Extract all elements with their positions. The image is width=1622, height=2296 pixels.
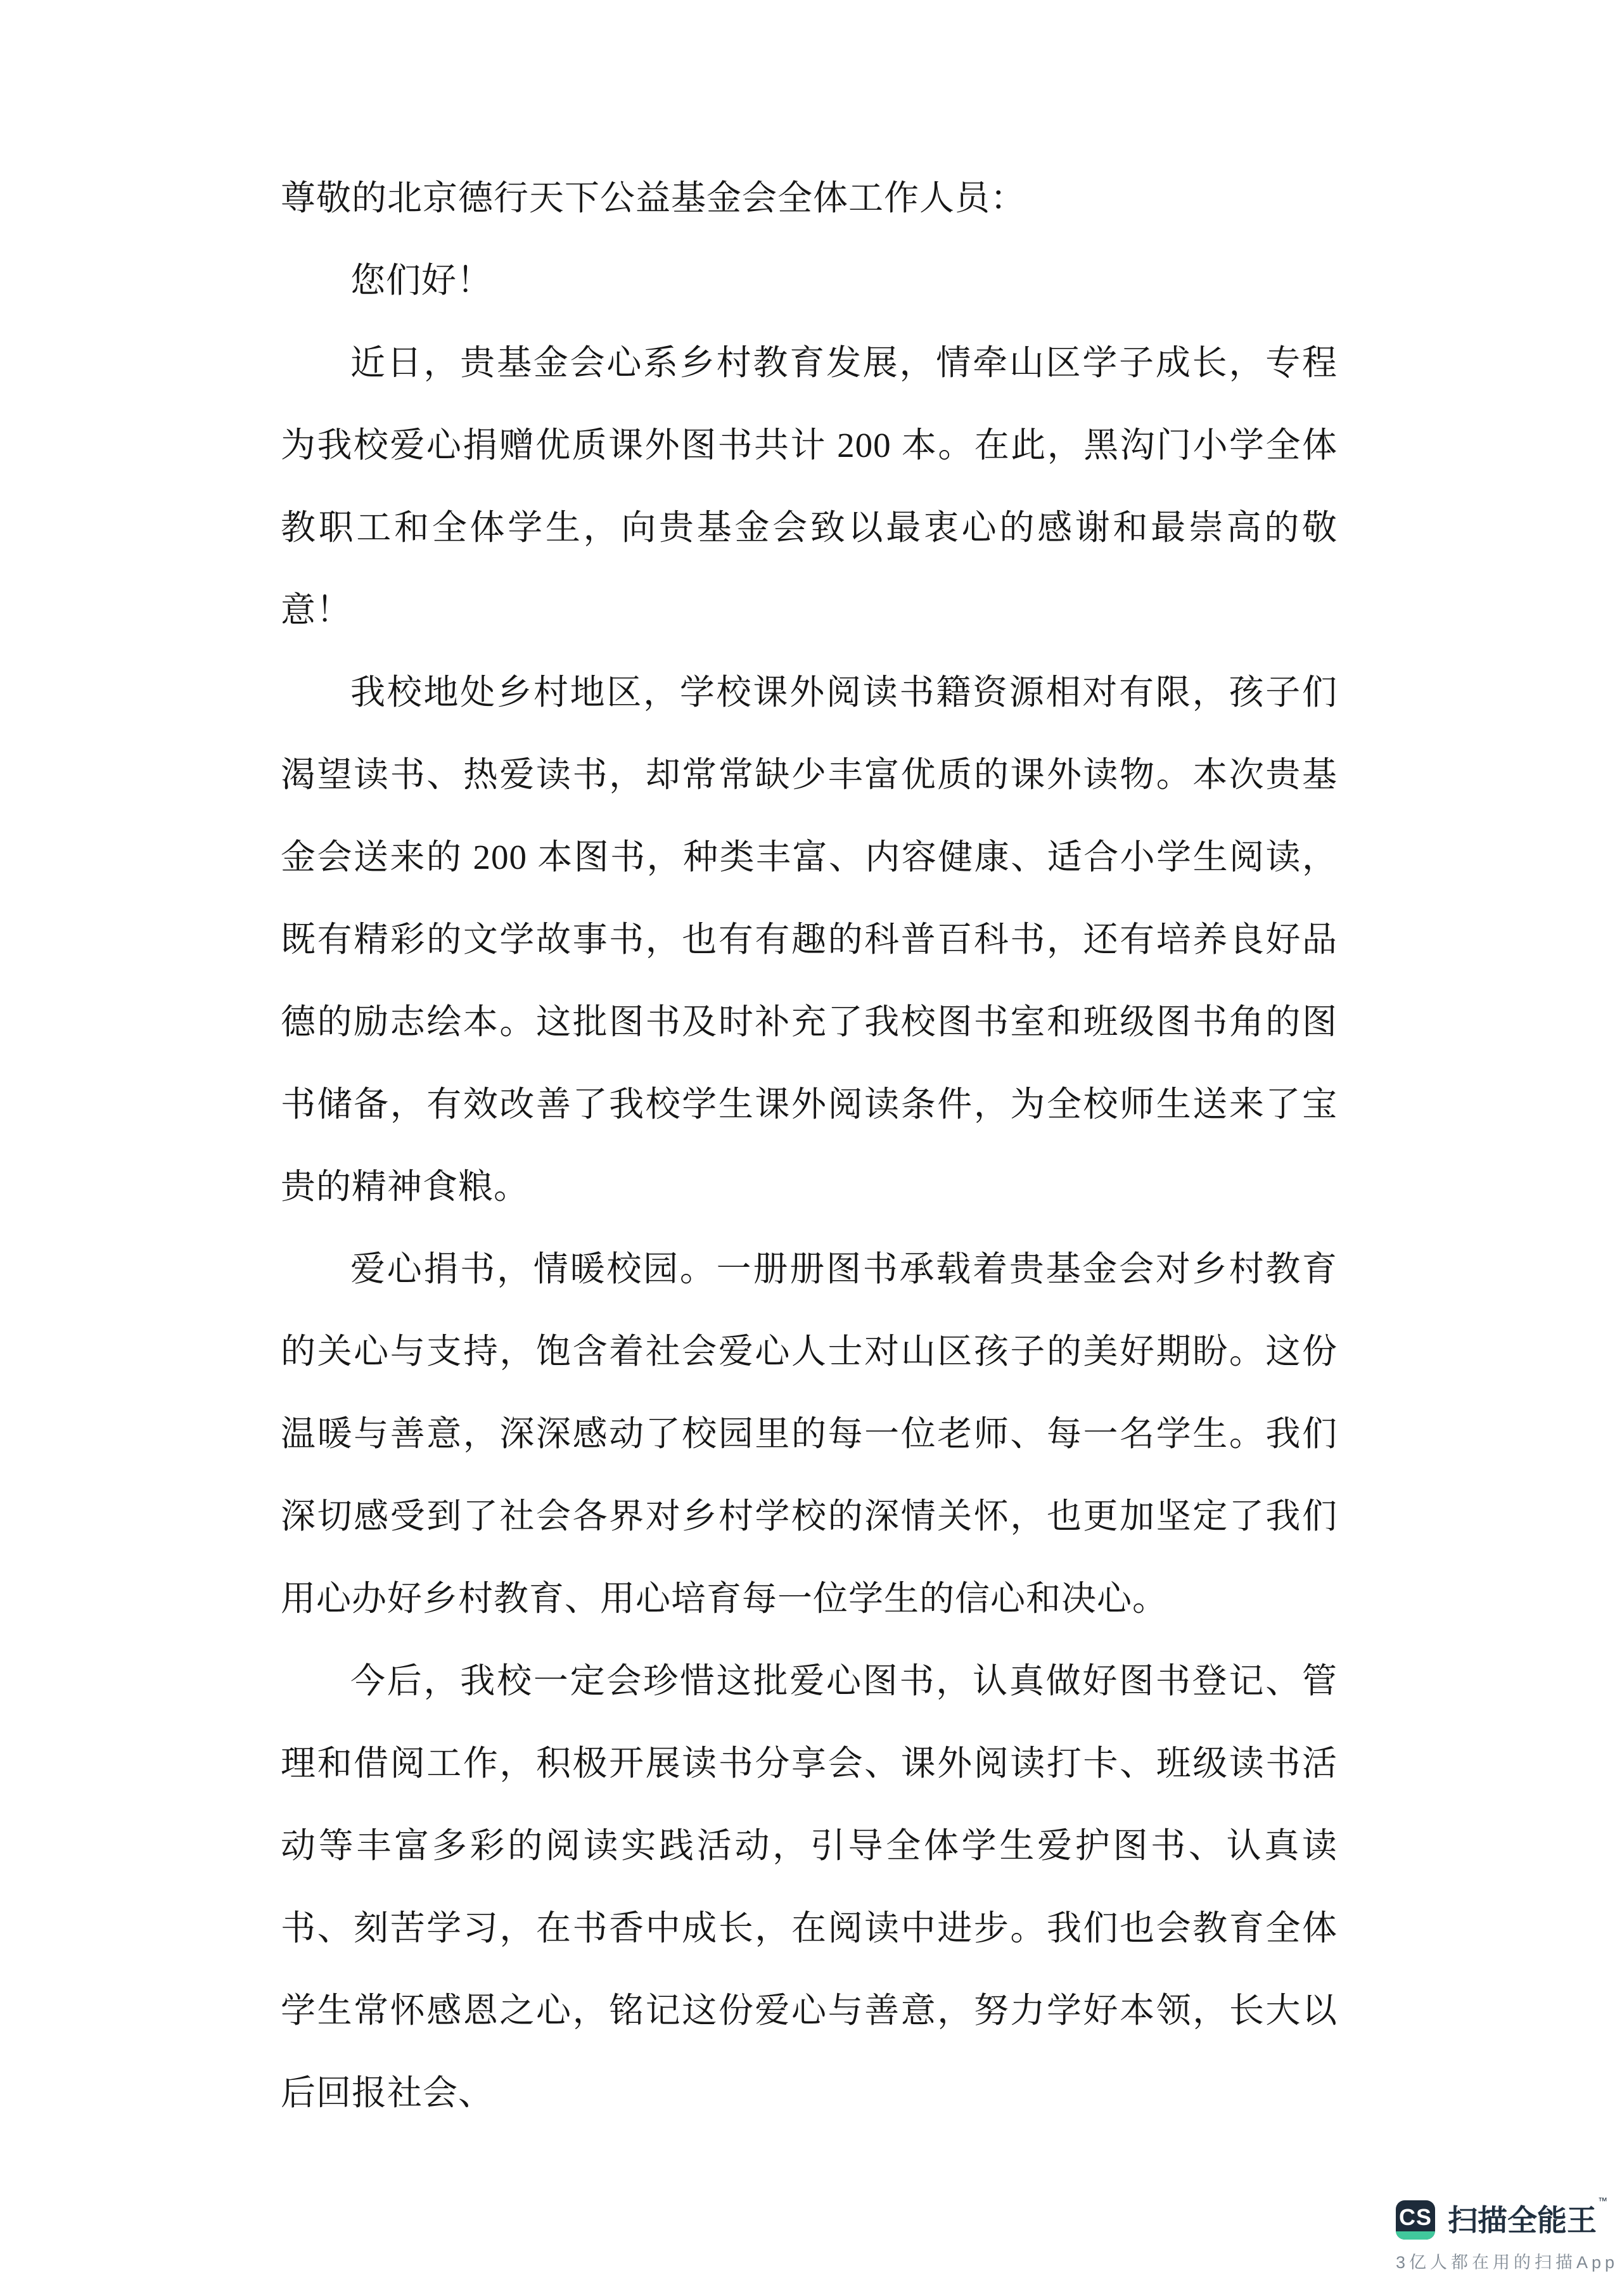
watermark-app-name-text: 扫描全能王 [1448,2203,1597,2237]
camscanner-watermark [1396,2195,1619,2273]
camscanner-logo-accent-band [1396,2231,1435,2240]
camscanner-logo-letters: CS [1398,2203,1432,2230]
letter-text-block [281,157,1338,2134]
camscanner-logo-icon [1396,2200,1435,2240]
letter-paragraph: 近日，贵基金会心系乡村教育发展，情牵山区学子成长，专程为我校爱心捐赠优质课外图书共计 200 本。在此，黑沟门小学全体教职工和全体学生，向贵基金会致以最衷心的感谢和最崇高的敬意！ [281,343,1338,629]
letter-paragraph: 我校地处乡村地区，学校课外阅读书籍资源相对有限，孩子们渴望读书、热爱读书，却常常缺少丰富优质的课外读物。本次贵基金会送来的 200 本图书，种类丰富、内容健康、适合小学生阅读，既有精彩的文学故事书，也有有趣的科普百科书，还有培养良好品德的励志绘本。这批图书及时补充了我校图书室和班级图书角的图书储备，有效改善了我校学生课外阅读条件，为全校师生送来了宝贵的精神食粮。 [281,673,1338,1206]
letter-paragraph: 爱心捐书，情暖校园。一册册图书承载着贵基金会对乡村教育的关心与支持，饱含着社会爱心人士对山区孩子的美好期盼。这份温暖与善意，深深感动了校园里的每一位老师、每一名学生。我们深切感受到了社会各界对乡村学校的深情关怀，也更加坚定了我们用心办好乡村教育、用心培育每一位学生的信心和决心。 [281,1250,1338,1618]
letter-paragraph: 今后，我校一定会珍惜这批爱心图书，认真做好图书登记、管理和借阅工作，积极开展读书分享会、课外阅读打卡、班级读书活动等丰富多彩的阅读实践活动，引导全体学生爱护图书、认真读书、刻苦学习，在书香中成长，在阅读中进步。我们也会教育全体学生常怀感恩之心，铭记这份爱心与善意，努力学好本领，长大以后回报社会、 [281,1662,1338,2112]
watermark-app-name [1448,2195,1607,2237]
letter-greeting: 您们好！ [350,261,493,300]
letter-salutation: 尊敬的北京德行天下公益基金会全体工作人员： [281,179,1026,217]
trademark-symbol: ™ [1598,2195,1607,2207]
watermark-tagline: 3亿人都在用的扫描App [1396,2253,1619,2272]
